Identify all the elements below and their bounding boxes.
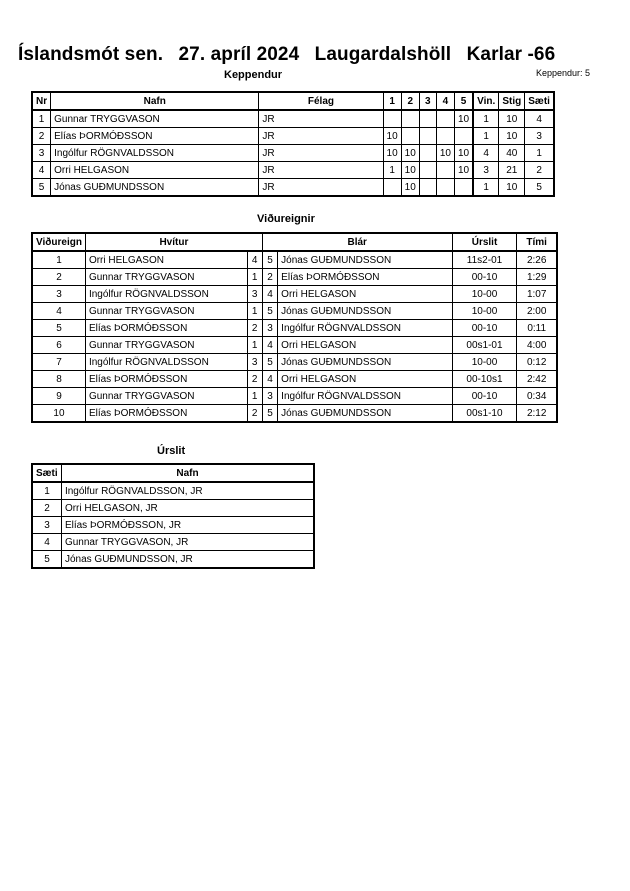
result-place: 4 [32, 534, 61, 551]
blue-number: 5 [262, 251, 277, 269]
competitor-points: 10 [499, 110, 525, 128]
col-header: Stig [499, 92, 525, 110]
match-row [32, 320, 557, 337]
white-competitor: Gunnar TRYGGVASON [85, 269, 247, 286]
result-place: 1 [32, 482, 61, 500]
round-score: 10 [401, 179, 419, 197]
round-score [401, 128, 419, 145]
match-result: 00s1-01 [452, 337, 517, 354]
competitor-club: JR [259, 128, 383, 145]
competitor-number: 1 [32, 110, 51, 128]
match-row [32, 303, 557, 320]
round-score [419, 128, 436, 145]
white-competitor: Ingólfur RÖGNVALDSSON [85, 286, 247, 303]
white-number: 2 [247, 371, 262, 388]
round-score: 10 [454, 145, 473, 162]
match-time: 2:00 [517, 303, 557, 320]
white-competitor: Elías ÞORMÓÐSSON [85, 371, 247, 388]
col-header: 5 [454, 92, 473, 110]
competitors-title: Keppendur [224, 69, 283, 81]
blue-competitor: Ingólfur RÖGNVALDSSON [278, 388, 452, 405]
match-result: 00-10 [452, 320, 517, 337]
competitor-name: Jónas GUÐMUNDSSON [51, 179, 259, 197]
match-row [32, 286, 557, 303]
blue-number: 5 [262, 303, 277, 320]
competitor-wins: 1 [473, 110, 499, 128]
white-competitor: Gunnar TRYGGVASON [85, 303, 247, 320]
result-row [32, 500, 314, 517]
competitor-club: JR [259, 110, 383, 128]
col-header: Blár [262, 233, 452, 251]
match-result: 10-00 [452, 354, 517, 371]
competitor-name: Orri HELGASON [51, 162, 259, 179]
blue-number: 4 [262, 286, 277, 303]
match-number: 10 [32, 405, 85, 423]
competitor-place: 2 [525, 162, 554, 179]
match-row [32, 405, 557, 423]
match-row [32, 337, 557, 354]
match-row [32, 371, 557, 388]
event-venue: Laugardalshöll [314, 44, 452, 65]
blue-competitor: Jónas GUÐMUNDSSON [278, 303, 452, 320]
round-score: 10 [436, 145, 454, 162]
round-score [401, 110, 419, 128]
match-time: 0:11 [517, 320, 557, 337]
match-number: 9 [32, 388, 85, 405]
result-place: 3 [32, 517, 61, 534]
match-time: 0:12 [517, 354, 557, 371]
match-time: 4:00 [517, 337, 557, 354]
results-table [31, 463, 315, 569]
page-title [18, 44, 555, 66]
blue-number: 3 [262, 388, 277, 405]
blue-number: 4 [262, 371, 277, 388]
result-row [32, 517, 314, 534]
round-score [436, 162, 454, 179]
match-result: 10-00 [452, 286, 517, 303]
competitor-wins: 1 [473, 128, 499, 145]
col-header: Nr [32, 92, 51, 110]
result-name: Elías ÞORMÓÐSSON, JR [61, 517, 314, 534]
event-name: Íslandsmót sen. [18, 44, 164, 65]
competitor-number: 5 [32, 179, 51, 197]
competitor-points: 10 [499, 128, 525, 145]
event-category: Karlar -66 [466, 44, 556, 65]
round-score [419, 110, 436, 128]
blue-number: 2 [262, 269, 277, 286]
white-number: 1 [247, 337, 262, 354]
blue-competitor: Elías ÞORMÓÐSSON [278, 269, 452, 286]
round-score [454, 128, 473, 145]
result-name: Jónas GUÐMUNDSSON, JR [61, 551, 314, 569]
competitor-place: 5 [525, 179, 554, 197]
col-header: Sæti [525, 92, 554, 110]
white-competitor: Gunnar TRYGGVASON [85, 388, 247, 405]
result-row [32, 482, 314, 500]
competitor-points: 10 [499, 179, 525, 197]
match-result: 00s1-10 [452, 405, 517, 423]
blue-number: 4 [262, 337, 277, 354]
competitor-name: Elías ÞORMÓÐSSON [51, 128, 259, 145]
match-number: 6 [32, 337, 85, 354]
competitor-place: 3 [525, 128, 554, 145]
blue-competitor: Jónas GUÐMUNDSSON [278, 354, 452, 371]
col-header: Vin. [473, 92, 499, 110]
blue-competitor: Jónas GUÐMUNDSSON [278, 405, 452, 423]
result-name: Ingólfur RÖGNVALDSSON, JR [61, 482, 314, 500]
white-competitor: Orri HELGASON [85, 251, 247, 269]
round-score [419, 162, 436, 179]
white-number: 2 [247, 320, 262, 337]
round-score [436, 179, 454, 197]
col-header: 3 [419, 92, 436, 110]
result-row [32, 534, 314, 551]
results-title: Úrslit [157, 445, 186, 457]
match-number: 1 [32, 251, 85, 269]
participant-count: Keppendur: 5 [536, 68, 591, 78]
white-number: 1 [247, 269, 262, 286]
round-score [383, 110, 401, 128]
white-number: 3 [247, 286, 262, 303]
competitor-wins: 1 [473, 179, 499, 197]
match-number: 7 [32, 354, 85, 371]
blue-competitor: Orri HELGASON [278, 337, 452, 354]
competitor-row [32, 145, 554, 162]
white-competitor: Ingólfur RÖGNVALDSSON [85, 354, 247, 371]
round-score: 10 [401, 145, 419, 162]
match-row [32, 269, 557, 286]
result-name: Gunnar TRYGGVASON, JR [61, 534, 314, 551]
match-row [32, 388, 557, 405]
competitor-wins: 3 [473, 162, 499, 179]
col-header: Tími [517, 233, 557, 251]
round-score [383, 179, 401, 197]
blue-competitor: Orri HELGASON [278, 286, 452, 303]
match-row [32, 251, 557, 269]
white-competitor: Gunnar TRYGGVASON [85, 337, 247, 354]
blue-number: 3 [262, 320, 277, 337]
match-time: 2:26 [517, 251, 557, 269]
col-header: 1 [383, 92, 401, 110]
match-time: 2:12 [517, 405, 557, 423]
col-header: 2 [401, 92, 419, 110]
col-header: Úrslit [452, 233, 517, 251]
competitor-row [32, 179, 554, 197]
result-place: 5 [32, 551, 61, 569]
result-name: Orri HELGASON, JR [61, 500, 314, 517]
round-score [419, 145, 436, 162]
round-score: 10 [454, 162, 473, 179]
match-time: 1:29 [517, 269, 557, 286]
round-score [419, 179, 436, 197]
col-header: Hvítur [85, 233, 262, 251]
event-date: 27. apríl 2024 [178, 44, 300, 65]
blue-number: 5 [262, 405, 277, 423]
col-header: Sæti [32, 464, 61, 482]
round-score: 10 [383, 128, 401, 145]
match-time: 2:42 [517, 371, 557, 388]
match-number: 4 [32, 303, 85, 320]
col-header: Nafn [51, 92, 259, 110]
col-header: Félag [259, 92, 383, 110]
round-score: 10 [401, 162, 419, 179]
round-score [436, 110, 454, 128]
white-number: 3 [247, 354, 262, 371]
white-number: 1 [247, 303, 262, 320]
match-result: 00-10 [452, 269, 517, 286]
white-number: 4 [247, 251, 262, 269]
col-header: 4 [436, 92, 454, 110]
match-time: 0:34 [517, 388, 557, 405]
white-competitor: Elías ÞORMÓÐSSON [85, 405, 247, 423]
competitor-club: JR [259, 162, 383, 179]
match-number: 8 [32, 371, 85, 388]
round-score: 10 [454, 110, 473, 128]
round-score: 1 [383, 162, 401, 179]
col-header: Viðureign [32, 233, 85, 251]
competitor-place: 4 [525, 110, 554, 128]
match-result: 10-00 [452, 303, 517, 320]
competitor-name: Gunnar TRYGGVASON [51, 110, 259, 128]
blue-competitor: Jónas GUÐMUNDSSON [278, 251, 452, 269]
competitor-club: JR [259, 145, 383, 162]
competitor-row [32, 128, 554, 145]
competitor-name: Ingólfur RÖGNVALDSSON [51, 145, 259, 162]
match-row [32, 354, 557, 371]
result-row [32, 551, 314, 569]
competitor-place: 1 [525, 145, 554, 162]
competitors-table [31, 91, 555, 197]
competitor-club: JR [259, 179, 383, 197]
matches-title: Viðureignir [257, 213, 315, 225]
competitor-number: 3 [32, 145, 51, 162]
competitor-points: 40 [499, 145, 525, 162]
match-result: 00-10 [452, 388, 517, 405]
white-competitor: Elías ÞORMÓÐSSON [85, 320, 247, 337]
round-score [436, 128, 454, 145]
blue-competitor: Orri HELGASON [278, 371, 452, 388]
white-number: 2 [247, 405, 262, 423]
matches-table [31, 232, 558, 423]
competitor-wins: 4 [473, 145, 499, 162]
round-score [454, 179, 473, 197]
match-result: 11s2-01 [452, 251, 517, 269]
match-result: 00-10s1 [452, 371, 517, 388]
blue-number: 5 [262, 354, 277, 371]
competitor-number: 4 [32, 162, 51, 179]
competitor-row [32, 110, 554, 128]
competitor-number: 2 [32, 128, 51, 145]
competitor-row [32, 162, 554, 179]
result-place: 2 [32, 500, 61, 517]
match-number: 5 [32, 320, 85, 337]
competitor-points: 21 [499, 162, 525, 179]
white-number: 1 [247, 388, 262, 405]
match-number: 2 [32, 269, 85, 286]
round-score: 10 [383, 145, 401, 162]
blue-competitor: Ingólfur RÖGNVALDSSON [278, 320, 452, 337]
match-number: 3 [32, 286, 85, 303]
match-time: 1:07 [517, 286, 557, 303]
col-header: Nafn [61, 464, 314, 482]
